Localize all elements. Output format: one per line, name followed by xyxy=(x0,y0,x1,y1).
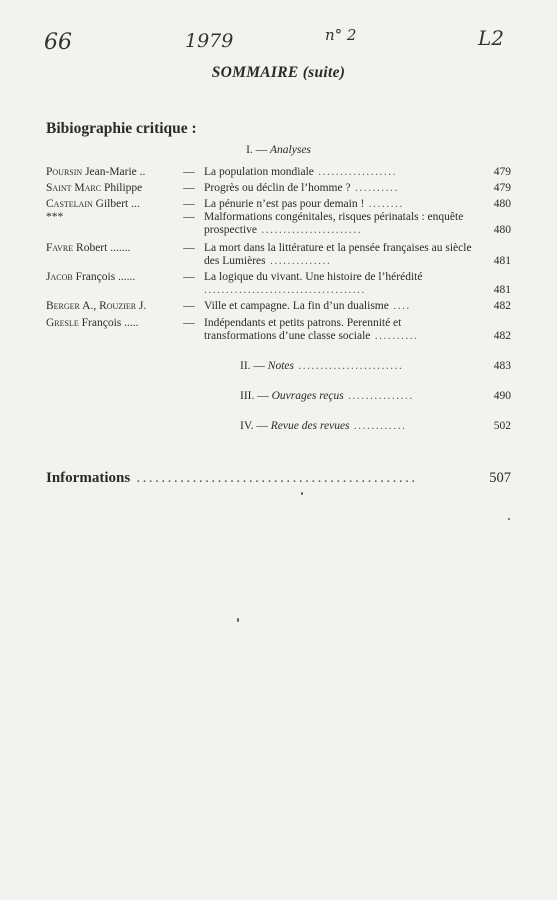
entry-dash: — xyxy=(183,242,195,254)
entry-title: Malformations congénitales, risques périnatals : enquête prospective ....................... xyxy=(204,211,464,236)
entry-title: La pénurie n’est pas pour demain ! ........ xyxy=(204,198,404,210)
entry-page: 481 xyxy=(493,255,511,267)
subsection-number: IV. — xyxy=(240,420,271,432)
entry-page: 480 xyxy=(493,224,511,236)
handwritten-mark: L2 xyxy=(478,26,505,50)
entry-author: Berger A., Rouzier J. xyxy=(46,300,147,312)
subsection-page: 502 xyxy=(493,420,511,432)
page-title: SOMMAIRE (suite) xyxy=(211,64,346,81)
entry-page: 481 xyxy=(493,284,511,296)
entry-dash: — xyxy=(183,211,195,223)
entry-author: Castelain Gilbert ... xyxy=(46,198,140,210)
informations-page: 507 xyxy=(489,470,511,486)
entry-page: 482 xyxy=(493,300,511,312)
entry-page: 479 xyxy=(493,166,511,178)
entry-title: Progrès ou déclin de l’homme ? .......... xyxy=(204,182,399,194)
section-heading: Bibiographie critique : xyxy=(46,120,197,137)
paper-speck xyxy=(301,492,303,495)
entry-author: Gresle François ..... xyxy=(46,317,139,329)
entry-dash: — xyxy=(183,317,195,329)
subsection-revue: IV. — Revue des revues ............ 502 xyxy=(240,420,511,432)
subsection-ouvrages: III. — Ouvrages reçus ............... 490 xyxy=(240,390,511,402)
entry-dash: — xyxy=(183,166,195,178)
entry-dash: — xyxy=(183,300,195,312)
handwritten-year: 1979 xyxy=(185,30,234,52)
subsection-name: Revue des revues xyxy=(270,420,350,432)
subsection-name: Analyses xyxy=(270,144,311,156)
subsection-number: III. — xyxy=(240,390,272,402)
subsection-number: II. — xyxy=(240,360,268,372)
subsection-page: 483 xyxy=(493,360,511,372)
handwritten-issue: n° 2 xyxy=(325,26,357,44)
subsection-notes: II. — Notes ........................ 483 xyxy=(240,360,511,372)
entry-dash: — xyxy=(183,198,195,210)
entry-page: 482 xyxy=(493,330,511,342)
subsection-name: Ouvrages reçus xyxy=(271,390,344,402)
subsection-name: Notes xyxy=(267,360,294,372)
subsection-heading-analyses xyxy=(0,144,557,156)
entry-page: 479 xyxy=(493,182,511,194)
entry-author: *** xyxy=(46,211,64,223)
subsection-number: I. — xyxy=(246,144,271,156)
entry-dash: — xyxy=(183,182,195,194)
entry-title: La mort dans la littérature et la pensée françaises au siècle des Lumières .............. xyxy=(204,242,472,267)
entry-page: 480 xyxy=(493,198,511,210)
paper-speck xyxy=(237,618,239,622)
entry-title: Indépendants et petits patrons. Perennité et transformations d’une classe sociale .......... xyxy=(204,317,419,342)
entry-author: Favre Robert ....... xyxy=(46,242,131,254)
entry-author: Poursin Jean-Marie .. xyxy=(46,166,146,178)
subsection-page: 490 xyxy=(493,390,511,402)
entry-dash: — xyxy=(183,271,195,283)
informations-entry: Informations ............................................. 507 xyxy=(46,470,511,486)
informations-label: Informations xyxy=(46,470,131,486)
entry-author: Jacob François ...... xyxy=(46,271,136,283)
handwritten-page-number: 66 xyxy=(44,30,72,55)
entry-title: La logique du vivant. Une histoire de l’hérédité ..................................... xyxy=(204,271,423,296)
entry-title: La population mondiale .................. xyxy=(204,166,397,178)
entry-author: Saint Marc Philippe xyxy=(46,182,143,194)
entry-title: Ville et campagne. La fin d’un dualisme .... xyxy=(204,300,411,312)
paper-speck xyxy=(508,518,510,520)
